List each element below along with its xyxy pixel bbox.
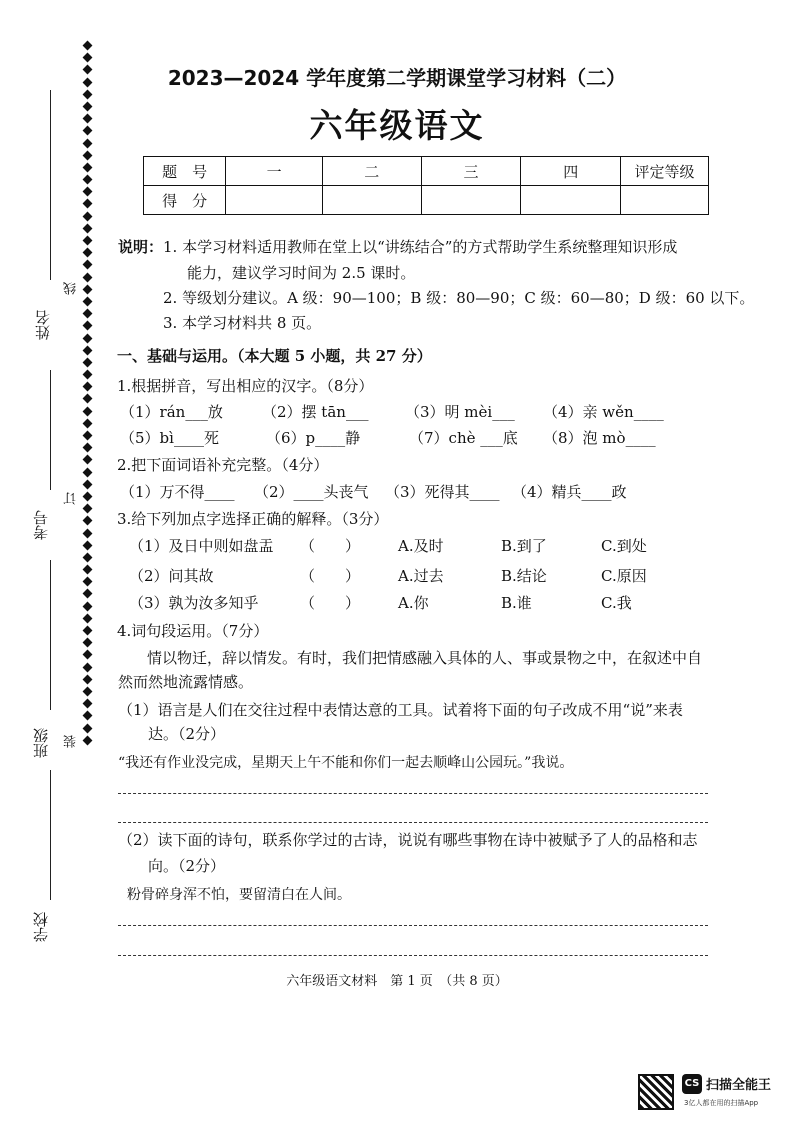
diamond-mark (82, 711, 92, 721)
camscanner-tagline: 3亿人都在用的扫描App (684, 1099, 759, 1107)
camscanner-logo: CS (682, 1074, 702, 1094)
qr-code (638, 1074, 674, 1110)
q2-prompt: 2.把下面词语补充完整。（4分） (117, 456, 329, 474)
binding-mark-staple: 订 (64, 492, 79, 505)
diamond-mark (82, 357, 92, 367)
camscanner-name: 扫描全能王 (706, 1078, 772, 1093)
section-title: 一、基础与运用。（本大题 5 小题，共 27 分） (117, 347, 432, 365)
diamond-mark (82, 686, 92, 696)
diamond-mark (82, 150, 92, 160)
score-input-cell[interactable] (521, 186, 621, 215)
note-1b: 能力，建议学习时间为 2.5 课时。 (187, 264, 416, 282)
diamond-mark (82, 406, 92, 416)
answer-line[interactable] (118, 925, 708, 926)
notes-label: 说明： (118, 238, 164, 256)
diamond-mark (82, 296, 92, 306)
page-footer: 六年级语文材料 第 1 页 （共 8 页） (286, 974, 508, 989)
q3-option-c: C.到处 (601, 537, 647, 555)
q1-item: （7）chè ___底 (409, 429, 518, 447)
score-cell: 得 分 (144, 186, 226, 215)
q4-sub2-line2: 向。（2分） (148, 857, 226, 875)
diamond-mark (82, 540, 92, 550)
q1-prompt: 1.根据拼音，写出相应的汉字。（8分） (117, 377, 374, 395)
q2-item: （4）精兵____政 (512, 483, 627, 501)
id-field-line (50, 370, 51, 490)
score-input-cell[interactable] (322, 186, 421, 215)
q3-option-a: A.你 (398, 594, 429, 612)
q4-intro-line2: 然而然地流露情感。 (118, 673, 254, 691)
q1-item: （8）泡 mò____ (543, 429, 656, 447)
score-table-score-row (144, 186, 709, 215)
score-cell: 一 (226, 157, 323, 186)
diamond-mark (82, 394, 92, 404)
diamond-mark (82, 187, 92, 197)
q3-prompt: 3.给下列加点字选择正确的解释。（3分） (117, 510, 389, 528)
q4-sub1-line1: （1）语言是人们在交往过程中表情达意的工具。试着将下面的句子改成不用“说”来表 (118, 701, 683, 719)
q4-sub2-line1: （2）读下面的诗句，联系你学过的古诗，说说有哪些事物在诗中被赋予了人的品格和志 (118, 831, 698, 849)
diamond-mark (82, 552, 92, 562)
diamond-mark (82, 589, 92, 599)
score-input-cell[interactable] (421, 186, 521, 215)
answer-line[interactable] (118, 822, 708, 823)
q4-sub1-quote: “我还有作业没完成，星期天上午不能和你们一起去顺峰山公园玩。”我说。 (118, 755, 574, 771)
diamond-mark (82, 601, 92, 611)
note-3: 3. 本学习材料共 8 页。 (163, 314, 322, 332)
q3-answer-blank[interactable]: （ ） (300, 594, 361, 612)
score-table-header-row (144, 157, 709, 186)
class-field-line (50, 560, 51, 710)
school-field-line (50, 770, 51, 900)
q4-intro-line1: 情以物迁，辞以情发。有时，我们把情感融入具体的人、事或景物之中，在叙述中自 (147, 649, 703, 667)
score-cell: 题 号 (144, 157, 226, 186)
diamond-mark (82, 431, 92, 441)
q3-question: （2）问其故 (129, 567, 214, 585)
diamond-mark (82, 626, 92, 636)
q1-item: （5）bì____死 (120, 429, 219, 447)
diamond-mark (82, 443, 92, 453)
subject-title: 六年级语文 (309, 106, 485, 145)
diamond-mark (82, 272, 92, 282)
binding-mark-line: 线 (64, 282, 79, 295)
binding-diamond-border (80, 38, 94, 980)
diamond-mark (82, 418, 92, 428)
diamond-mark (82, 248, 92, 258)
q4-prompt: 4.词句段运用。（7分） (117, 622, 269, 640)
diamond-mark (82, 199, 92, 209)
q3-answer-blank[interactable]: （ ） (300, 537, 361, 555)
diamond-mark (82, 284, 92, 294)
diamond-mark (82, 723, 92, 733)
diamond-mark (82, 699, 92, 709)
q3-question: （1）及日中则如盘盂 (129, 537, 274, 555)
diamond-mark (82, 467, 92, 477)
diamond-mark (82, 370, 92, 380)
diamond-mark (82, 491, 92, 501)
diamond-mark (82, 735, 92, 745)
note-2: 2. 等级划分建议。A 级：90—100；B 级：80—90；C 级：60—80；D 级：60 以下。 (163, 289, 755, 307)
q3-option-a: A.过去 (398, 567, 444, 585)
q4-sub2-poem: 粉骨碎身浑不怕，要留清白在人间。 (127, 887, 351, 903)
answer-line[interactable] (118, 955, 708, 956)
q3-answer-blank[interactable]: （ ） (300, 567, 361, 585)
diamond-mark (82, 211, 92, 221)
diamond-mark (82, 479, 92, 489)
diamond-mark (82, 674, 92, 684)
score-table (143, 156, 709, 215)
q2-item: （2）____头丧气 (254, 483, 369, 501)
id-field-label: 考号 (32, 510, 50, 540)
diamond-mark (82, 321, 92, 331)
q3-option-c: C.原因 (601, 567, 647, 585)
diamond-mark (82, 613, 92, 623)
q3-option-b: B.谁 (501, 594, 532, 612)
q3-option-b: B.到了 (501, 537, 547, 555)
q1-item: （2）摆 tān___ (262, 403, 369, 421)
score-cell: 三 (421, 157, 521, 186)
diamond-mark (82, 650, 92, 660)
q1-item: （6）p____静 (266, 429, 361, 447)
diamond-mark (82, 577, 92, 587)
diamond-mark (82, 223, 92, 233)
q3-question: （3）孰为汝多知乎 (129, 594, 259, 612)
diamond-mark (82, 455, 92, 465)
q1-item: （1）rán___放 (120, 403, 223, 421)
diamond-mark (82, 175, 92, 185)
answer-line[interactable] (118, 793, 708, 794)
grade-input-cell[interactable] (621, 186, 709, 215)
diamond-mark (82, 41, 92, 51)
diamond-mark (82, 565, 92, 575)
q4-sub1-line2: 达。（2分） (148, 725, 226, 743)
score-cell: 四 (521, 157, 621, 186)
diamond-mark (82, 382, 92, 392)
diamond-mark (82, 345, 92, 355)
diamond-mark (82, 260, 92, 270)
name-field-label: 姓名 (34, 310, 52, 340)
diamond-mark (82, 162, 92, 172)
score-cell: 二 (322, 157, 421, 186)
note-1a: 1. 本学习材料适用教师在堂上以“讲练结合”的方式帮助学生系统整理知识形成 (163, 238, 678, 256)
diamond-mark (82, 333, 92, 343)
class-field-label: 班级 (32, 728, 50, 758)
diamond-mark (82, 638, 92, 648)
diamond-mark (82, 309, 92, 319)
diamond-mark (82, 528, 92, 538)
diamond-mark (82, 662, 92, 672)
q3-option-b: B.结论 (501, 567, 547, 585)
q1-item: （4）亲 wěn____ (543, 403, 664, 421)
exam-title: 2023—2024 学年度第二学期课堂学习材料（二） (167, 66, 627, 90)
diamond-mark (82, 516, 92, 526)
q1-item: （3）明 mèi___ (405, 403, 515, 421)
q3-option-a: A.及时 (398, 537, 444, 555)
school-field-label: 学校 (32, 912, 50, 942)
binding-mark-bind: 装 (64, 735, 79, 748)
q2-item: （3）死得其____ (385, 483, 500, 501)
diamond-mark (82, 236, 92, 246)
q3-option-c: C.我 (601, 594, 632, 612)
score-input-cell[interactable] (226, 186, 323, 215)
diamond-mark (82, 504, 92, 514)
q2-item: （1）万不得____ (120, 483, 235, 501)
score-cell: 评定等级 (621, 157, 709, 186)
